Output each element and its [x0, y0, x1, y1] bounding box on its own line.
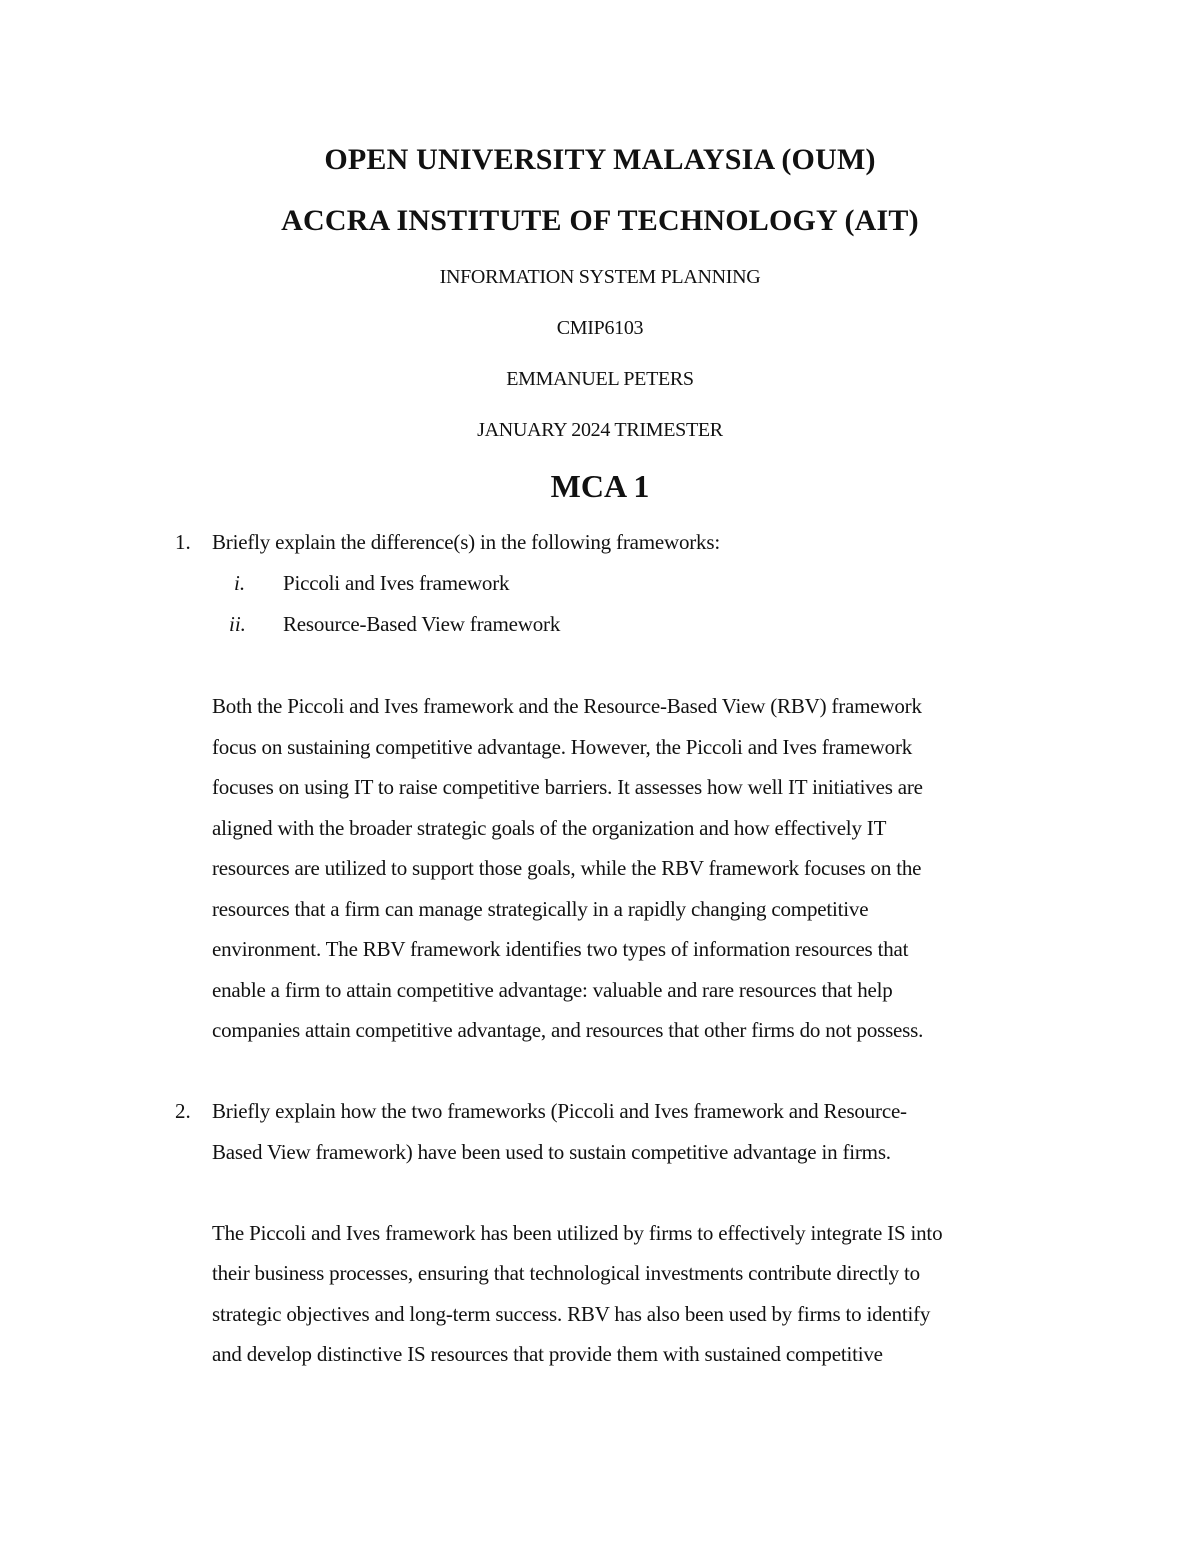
question-1-item-marker: i. — [234, 571, 246, 595]
course-title: INFORMATION SYSTEM PLANNING — [439, 266, 761, 288]
answer-1-line: aligned with the broader strategic goals of the organization and how effectively IT — [212, 816, 887, 840]
question-2-text: Based View framework) have been used to sustain competitive advantage in firms. — [212, 1140, 891, 1164]
question-1-item-text: Resource-Based View framework — [283, 612, 561, 636]
question-1-item-text: Piccoli and Ives framework — [283, 571, 510, 595]
course-code: CMIP6103 — [556, 317, 644, 339]
answer-1-line: focus on sustaining competitive advantage. However, the Piccoli and Ives framework — [212, 735, 913, 759]
question-2-text: Briefly explain how the two frameworks (Piccoli and Ives framework and Resource- — [212, 1099, 907, 1123]
question-1-item-marker: ii. — [229, 612, 246, 636]
answer-1-line: environment. The RBV framework identifies two types of information resources that — [212, 937, 909, 961]
assignment-title: MCA 1 — [550, 468, 650, 504]
institute-title: ACCRA INSTITUTE OF TECHNOLOGY (AIT) — [281, 204, 919, 237]
university-title: OPEN UNIVERSITY MALAYSIA (OUM) — [324, 143, 876, 176]
question-2-number: 2. — [175, 1099, 191, 1123]
answer-1-line: enable a firm to attain competitive advantage: valuable and rare resources that help — [212, 978, 893, 1002]
answer-1-line: Both the Piccoli and Ives framework and the Resource-Based View (RBV) framework — [212, 694, 922, 718]
question-1-text: Briefly explain the difference(s) in the following frameworks: — [212, 530, 720, 554]
answer-2-line: strategic objectives and long-term success. RBV has also been used by firms to identify — [212, 1302, 931, 1326]
answer-2-line: and develop distinctive IS resources that provide them with sustained competitive — [212, 1342, 883, 1366]
student-name: EMMANUEL PETERS — [506, 368, 694, 390]
question-1-number: 1. — [175, 530, 191, 554]
answer-1-line: resources are utilized to support those goals, while the RBV framework focuses on the — [212, 856, 922, 880]
answer-2-line: their business processes, ensuring that technological investments contribute directly to — [212, 1261, 920, 1285]
answer-1-line: resources that a firm can manage strategically in a rapidly changing competitive — [212, 897, 869, 921]
answer-1-line: companies attain competitive advantage, and resources that other firms do not possess. — [212, 1018, 924, 1042]
trimester: JANUARY 2024 TRIMESTER — [477, 419, 723, 441]
answer-1-line: focuses on using IT to raise competitive barriers. It assesses how well IT initiatives are — [212, 775, 923, 799]
answer-2-line: The Piccoli and Ives framework has been utilized by firms to effectively integrate IS into — [212, 1221, 943, 1245]
